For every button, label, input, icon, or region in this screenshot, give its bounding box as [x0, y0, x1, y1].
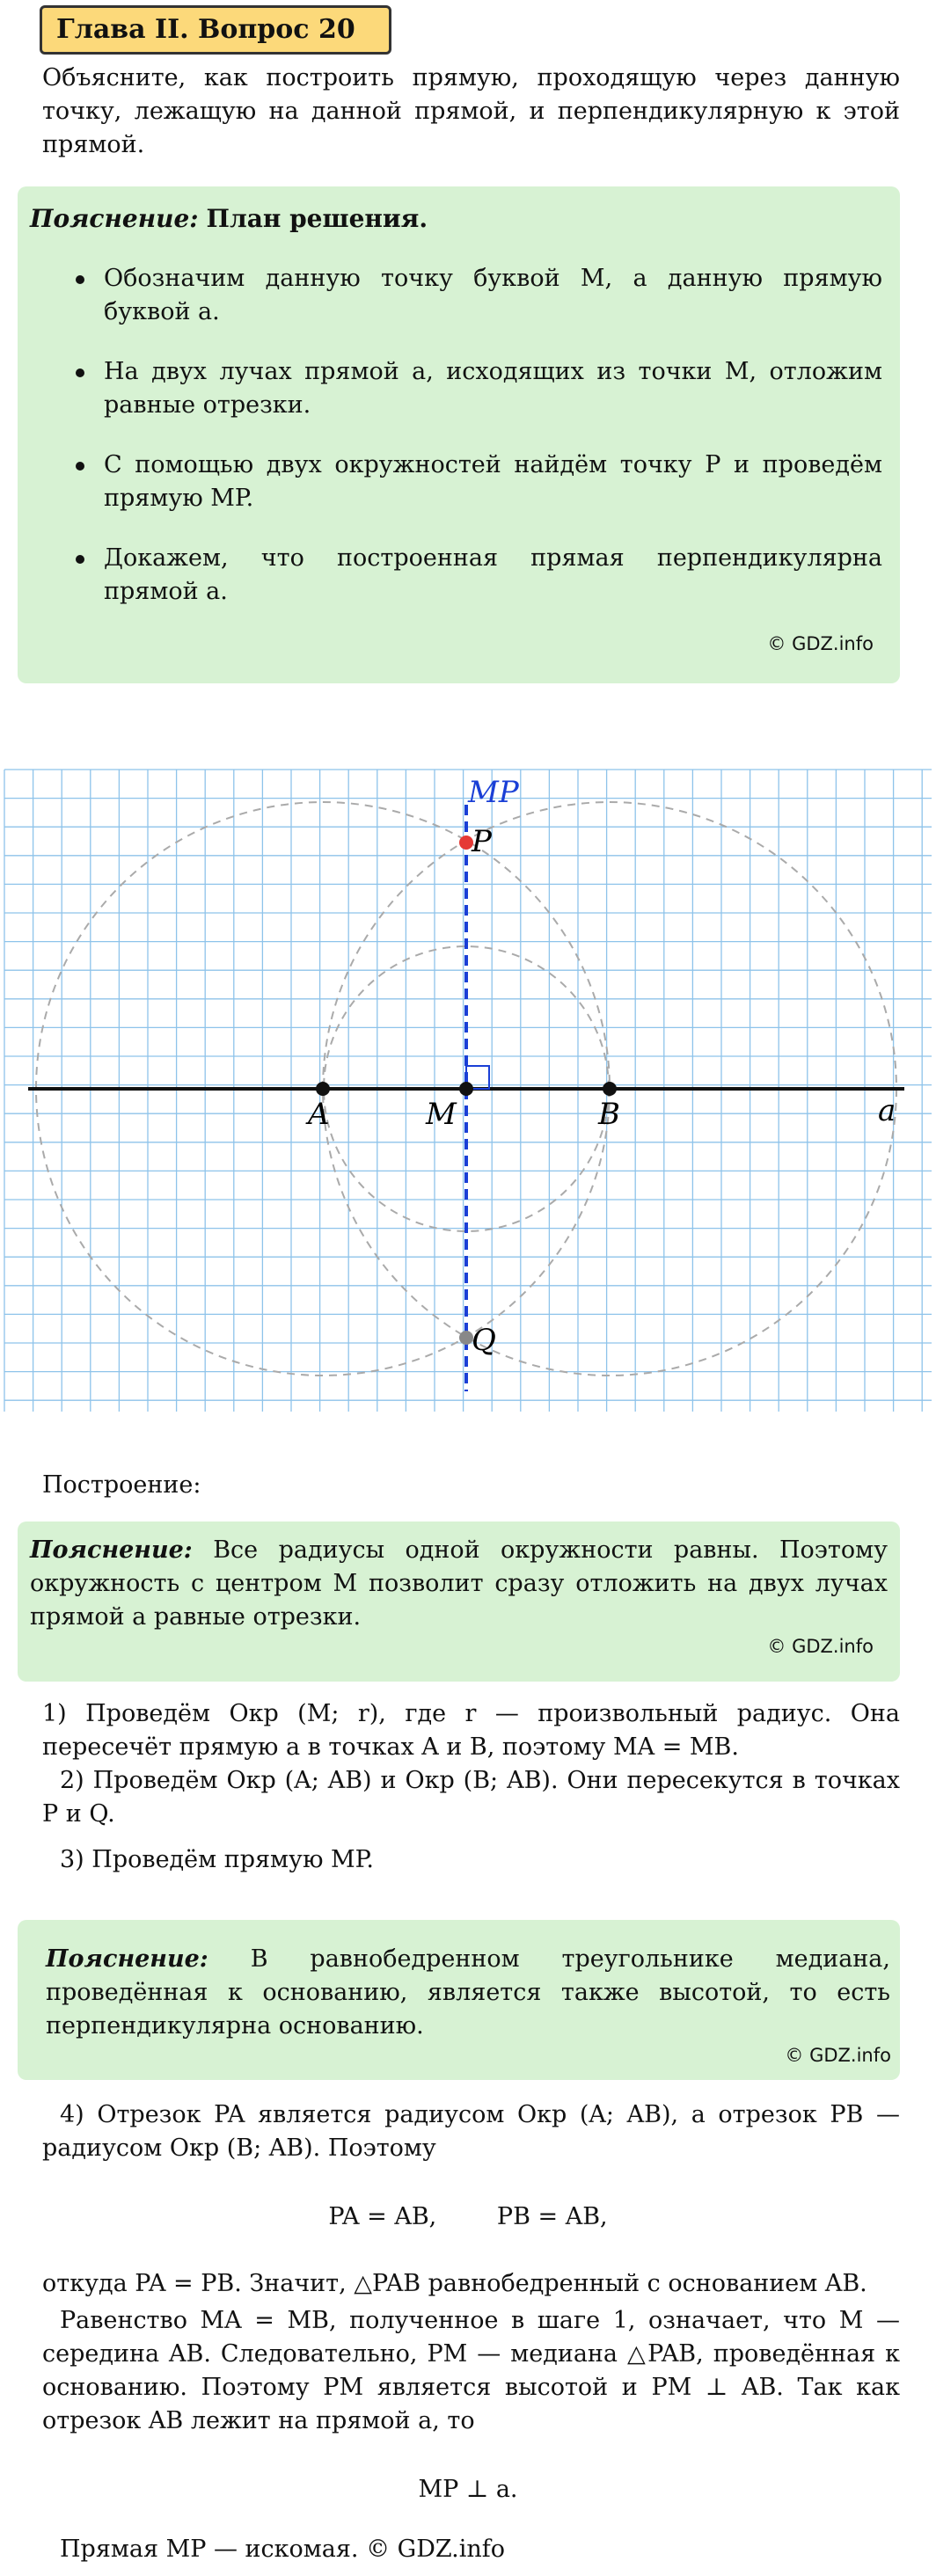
note-median-body: В равнобедренном треугольнике медиана, проведённая к основанию, является также высотой, то есть перпендикулярна основанию. [46, 1945, 890, 2040]
construction-label: Построение: [42, 1471, 201, 1499]
note-median-text [46, 1943, 890, 2043]
plan-copyright: © GDZ.info [767, 633, 874, 654]
conclusion-median: Равенство MA = MB, полученное в шаге 1, означает, что M — середина AB. Следовательно, PM — медиана △PAB, проведённая к основанию. Поэтому PM является высотой и PM ⊥ AB. Так как отрезок AB лежит на прямой a, то [42, 2307, 900, 2434]
note-radii-label: Пояснение: [30, 1536, 193, 1564]
plan-list [69, 262, 882, 635]
note-median-copyright: © GDZ.info [785, 2045, 891, 2066]
label-A: A [308, 1097, 330, 1132]
note-radii-copyright: © GDZ.info [767, 1636, 874, 1657]
plan-title: План решения. [206, 204, 428, 233]
final-statement: Прямая MP — искомая. © GDZ.info [60, 2536, 506, 2563]
point-M [459, 1082, 473, 1096]
point-B [603, 1082, 617, 1096]
plan-label: Пояснение: [30, 204, 199, 233]
plan-box [18, 186, 900, 683]
page-title: Глава II. Вопрос 20 [40, 5, 391, 55]
step-4: 4) Отрезок PA является радиусом Окр (A; AB), а отрезок PB — радиусом Окр (B; AB). Поэтому [42, 2101, 900, 2162]
step-2: 2) Проведём Окр (A; AB) и Окр (B; AB). Они пересекутся в точках P и Q. [42, 1767, 900, 1828]
step-3: 3) Проведём прямую MP. [60, 1846, 374, 1873]
point-A [316, 1082, 330, 1096]
label-B: B [598, 1097, 620, 1132]
formula-equal-sides: PA = AB, PB = AB, [328, 2203, 608, 2230]
label-a: a [878, 1093, 896, 1128]
formula-perpendicular: MP ⊥ a. [418, 2476, 518, 2503]
label-MP: MP [468, 775, 519, 810]
plan-item: Докажем, что построенная прямая перпендикулярна прямой a. [69, 542, 882, 609]
step-1: 1) Проведём Окр (M; r), где r — произвольный радиус. Она пересечёт прямую a в точках A и B, поэтому MA = MB. [42, 1700, 900, 1761]
plan-item: На двух лучах прямой a, исходящих из точки M, отложим равные отрезки. [69, 355, 882, 422]
note-radii-text [30, 1534, 888, 1634]
plan-item: Обозначим данную точку буквой M, а данную прямую буквой a. [69, 262, 882, 329]
note-median-label: Пояснение: [46, 1945, 208, 1973]
label-Q: Q [472, 1323, 496, 1358]
note-median [18, 1920, 900, 2080]
plan-heading [30, 202, 428, 236]
label-P: P [472, 824, 492, 859]
plan-item: С помощью двух окружностей найдём точку P и проведём прямую MP. [69, 449, 882, 515]
note-radii [18, 1522, 900, 1682]
construction-figure [0, 756, 936, 1425]
conclusion-isosceles: откуда PA = PB. Значит, △PAB равнобедренный с основанием AB. [42, 2270, 867, 2297]
question-text: Объясните, как построить прямую, проходящую через данную точку, лежащую на данной прямой, и перпендикулярную к этой прямой. [42, 64, 900, 158]
label-M: M [426, 1097, 457, 1132]
note-radii-body: Все радиусы одной окружности равны. Поэтому окружность с центром M позволит сразу отложить на двух лучах прямой a равные отрезки. [30, 1536, 888, 1631]
